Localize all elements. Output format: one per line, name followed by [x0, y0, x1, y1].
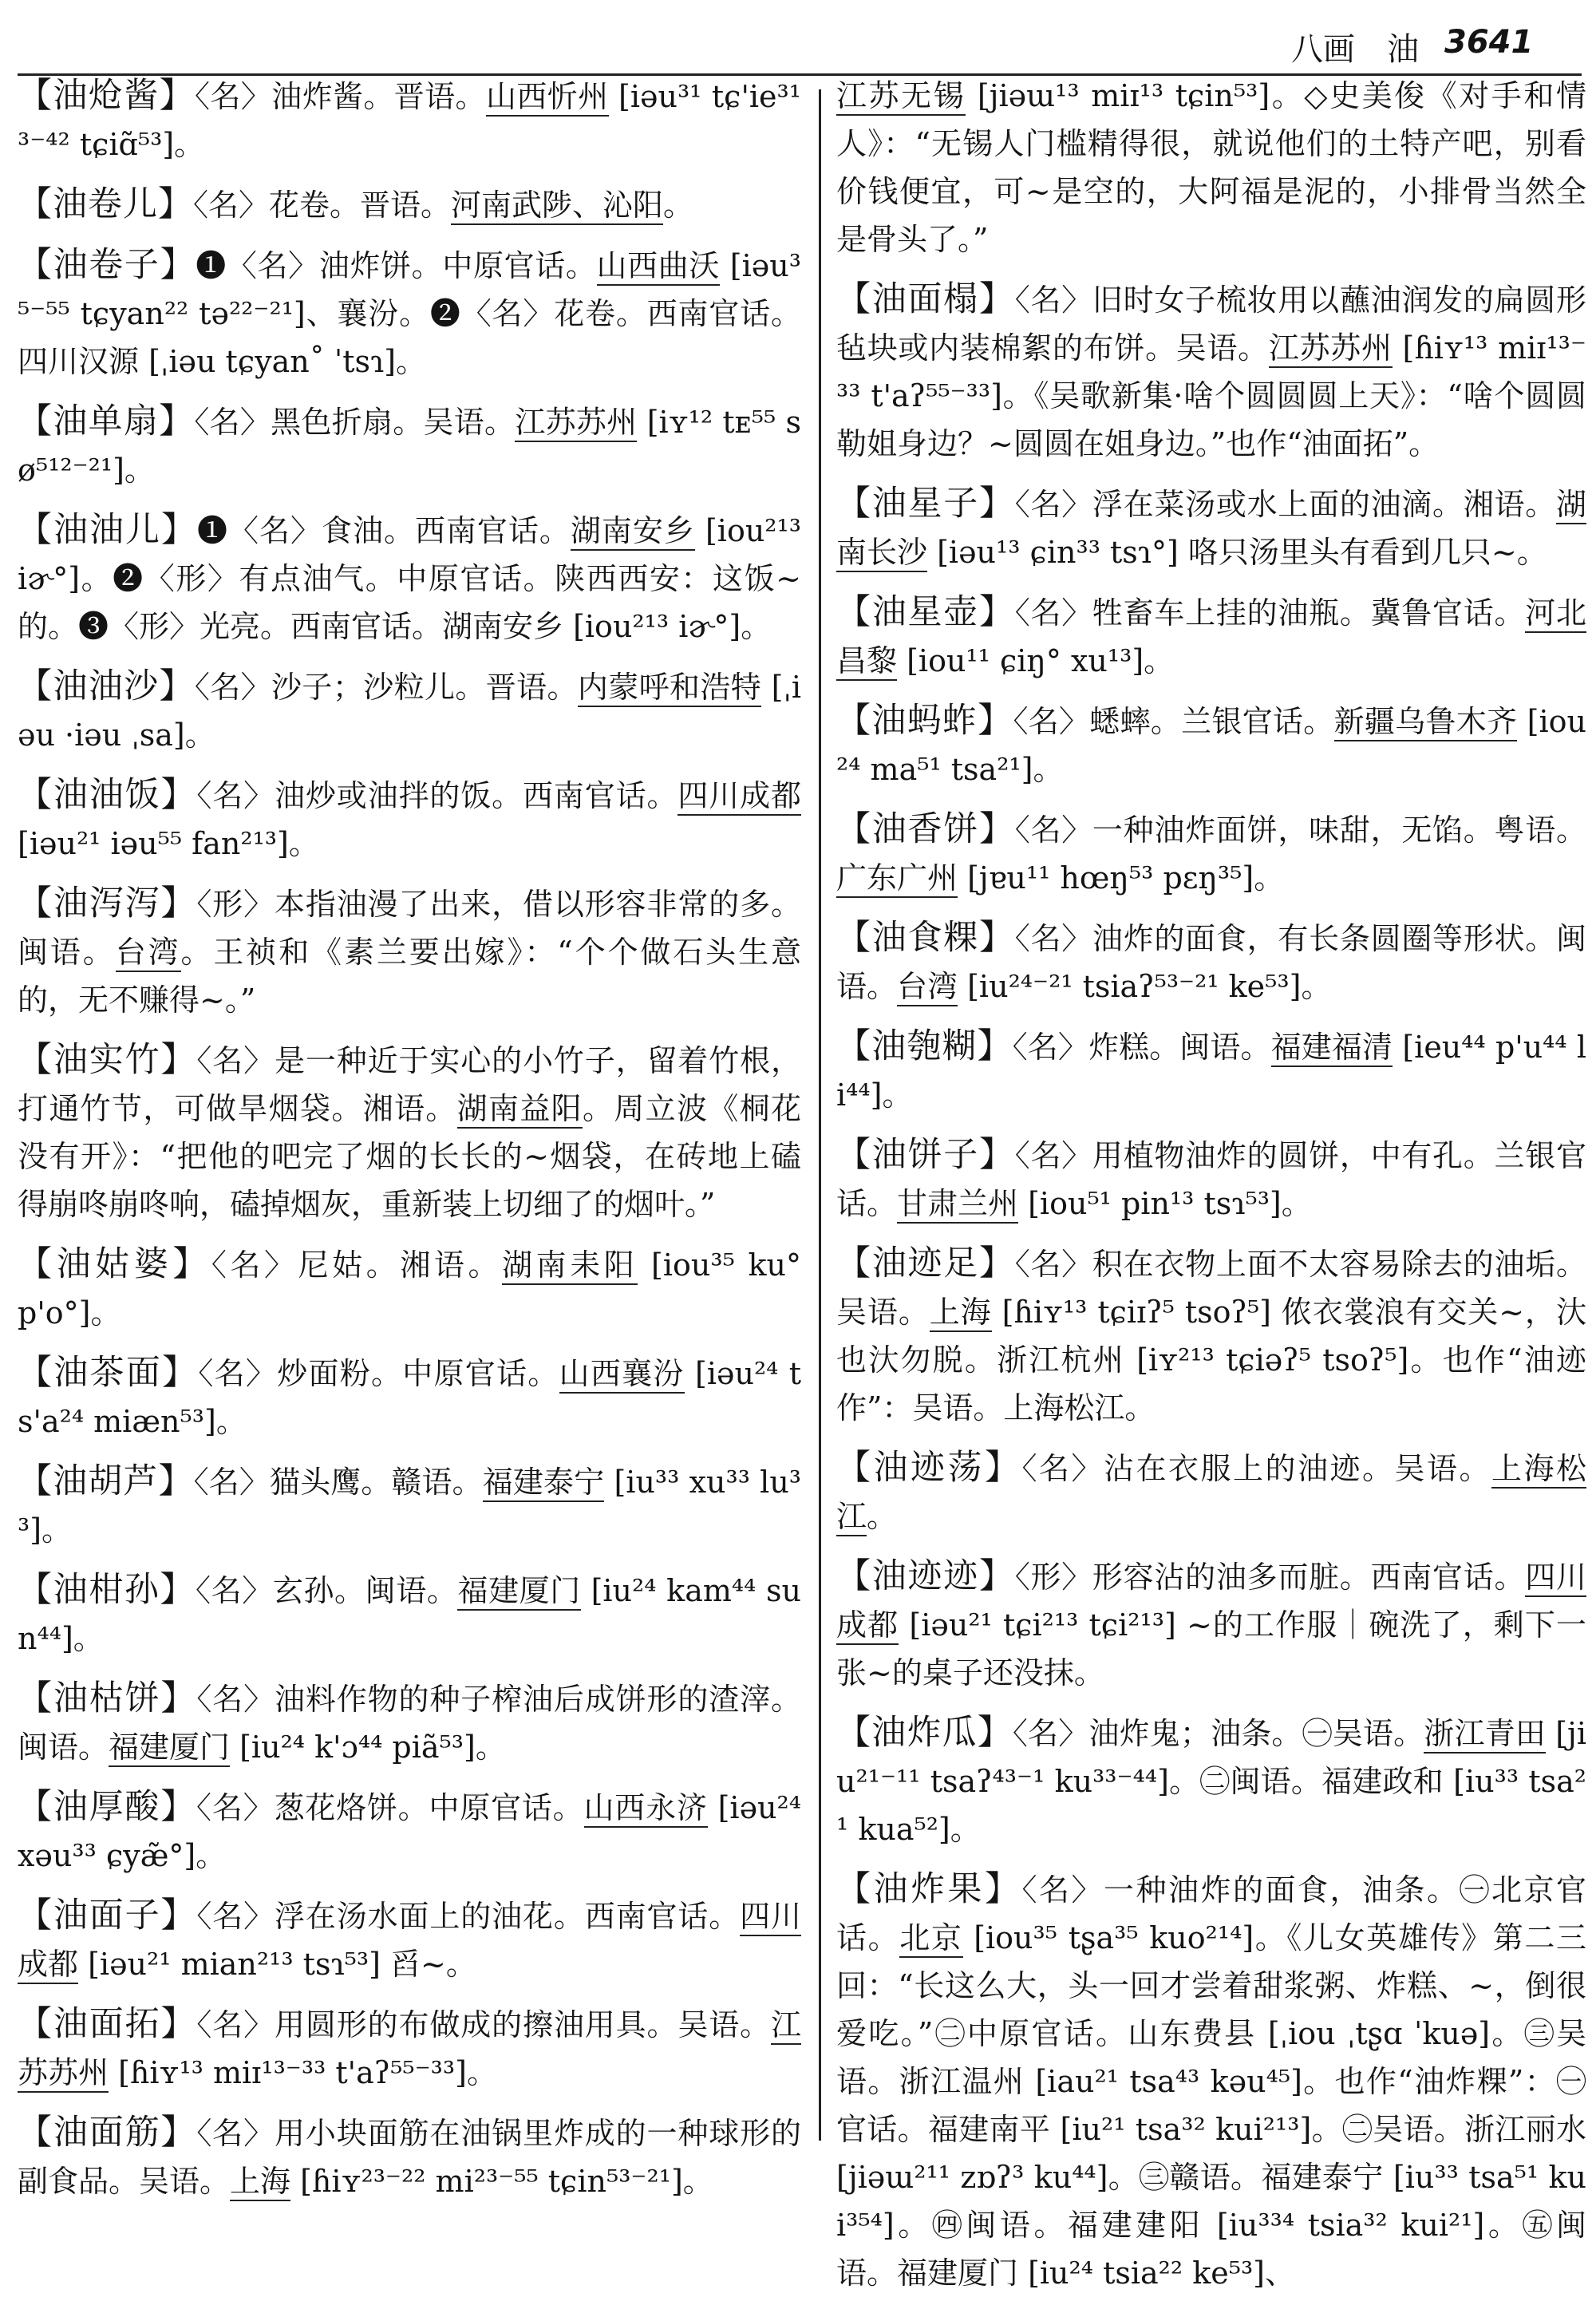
entry-location: 山西永济	[584, 1790, 708, 1828]
headword-text: 油柑孙	[53, 1570, 160, 1610]
headword-text: 油面筋	[53, 2113, 161, 2153]
header-radical: 油	[1387, 31, 1419, 68]
entry-pronunciation: 。	[867, 1499, 898, 1534]
entry-pronunciation: [iəu²¹ mian²¹³ tsɿ⁵³] 舀~。	[78, 1947, 476, 1982]
entry-location: 福建泰宁	[483, 1465, 604, 1502]
entry-location: 福建厦门	[109, 1730, 230, 1767]
entry-location: 湖南安乡	[571, 513, 695, 551]
entry-pronunciation: [iou²⁴ ma⁵¹ tsa²¹]。	[836, 704, 1587, 787]
dictionary-entry	[18, 241, 801, 385]
entry-headword: 【油卷儿】	[18, 184, 193, 224]
dictionary-entry	[836, 1865, 1586, 2297]
header-stroke-count: 八画	[1291, 31, 1355, 68]
headword-text: 油迹迹	[871, 1556, 979, 1596]
dictionary-entry	[18, 662, 801, 759]
headword-text: 油面榻	[871, 279, 979, 319]
entry-headword: 【油面拓】	[18, 2004, 197, 2044]
entry-definition: 〈名〉用小块面筋在油锅里炸成的一种球形的副食品。吴语。	[18, 2116, 801, 2199]
dictionary-entry	[836, 805, 1586, 902]
entry-headword: 【油单扇】	[18, 401, 195, 441]
headword-text: 油炸瓜	[871, 1713, 978, 1753]
entry-definition: 〈名〉炒面粉。中原官话。	[198, 1356, 559, 1391]
entry-location: 浙江青田	[1424, 1716, 1546, 1753]
entry-pronunciation: [iəu²¹ tɕi²¹³ tɕi²¹³] ~的工作服｜碗洗了，剩下一张~的桌子还没抹。	[836, 1607, 1586, 1690]
entry-definition: 〈名〉玄孙。闽语。	[196, 1573, 458, 1608]
entry-location: 广东广州	[836, 860, 958, 898]
entry-headword: 【油油沙】	[18, 666, 195, 706]
entry-headword: 【油饼子】	[836, 1135, 1015, 1175]
dictionary-entry	[18, 1349, 801, 1445]
entry-pronunciation: [ɦiʏ¹³ miɪ¹³⁻³³ t'aʔ⁵⁵⁻³³]。	[109, 2055, 497, 2090]
dictionary-entry	[836, 1444, 1586, 1540]
entry-definition: ❶〈名〉食油。西南官话。	[196, 513, 571, 548]
headword-text: 油迹足	[871, 1243, 979, 1283]
entry-headword: 【油油饭】	[18, 775, 197, 815]
headword-text: 油单扇	[53, 401, 160, 441]
headword-text: 油匏糊	[871, 1026, 978, 1066]
entry-pronunciation: [iou¹¹ ɕiŋ° xu¹³]。	[897, 643, 1175, 678]
dictionary-entry	[18, 1783, 801, 1880]
dictionary-entry	[18, 2109, 801, 2205]
entry-definition: 〈名〉花卷。晋语。	[193, 188, 452, 223]
headword-text: 油炸果	[873, 1869, 985, 1909]
dictionary-entry	[836, 1240, 1586, 1432]
dictionary-entry	[18, 72, 801, 168]
entry-definition: 〈名〉油炸酱。晋语。	[195, 79, 486, 114]
headword-text: 油蚂蚱	[871, 701, 978, 741]
entry-pronunciation: [ˌiəu ·iəu ˌsa]。	[18, 670, 802, 753]
dictionary-entry	[836, 480, 1586, 576]
entry-definition: 〈名〉一种油炸的面食，油条。㊀北京官话。	[836, 1872, 1586, 1955]
entry-location: 北京	[899, 1920, 962, 1958]
dictionary-entry	[18, 1566, 801, 1663]
headword-text: 油卷子	[53, 245, 160, 285]
entry-headword: 【油炸果】	[836, 1869, 1022, 1909]
entry-pronunciation: [iʏ¹² tᴇ⁵⁵ sø⁵¹²⁻²¹]。	[18, 405, 802, 488]
headword-text: 油姑婆	[56, 1244, 173, 1284]
headword-text: 油厚酸	[53, 1787, 161, 1827]
entry-headword: 【油面榻】	[836, 279, 1015, 319]
entry-headword: 【油面筋】	[18, 2113, 197, 2153]
entry-headword: 【油卷子】	[18, 245, 196, 285]
column-divider	[819, 89, 821, 2141]
entry-pronunciation: [iəu²⁴ ts'a²⁴ miæn⁵³]。	[18, 1356, 802, 1439]
entry-pronunciation: [jiəɯ¹³ miɪ¹³ tɕin⁵³]。◇史美俊《对手和情人》：“无锡人门槛精得很，就说他们的土特产吧，别看价钱便宜，可~是空的，大阿福是泥的，小排骨当然全是骨头了。”	[836, 78, 1586, 257]
entry-definition: 〈名〉油炸鬼；油条。㊀吴语。	[1012, 1716, 1424, 1751]
page-number: 3641	[1444, 24, 1534, 61]
entry-definition: 〈形〉本指油漫了出来，借以形容非常的多。闽语。	[18, 887, 801, 970]
entry-pronunciation: [iəu¹³ ɕin³³ tsɿ°] 咯只汤里头有看到几只~。	[927, 535, 1547, 570]
entry-location: 上海	[230, 2164, 290, 2201]
dictionary-entry	[18, 180, 801, 229]
headword-text: 油卷儿	[53, 184, 158, 224]
entry-pronunciation: [iou³⁵ tʂa³⁵ kuo²¹⁴]。《儿女英雄传》第二三回：“长这么大，头一回才尝着甜浆粥、炸糕、~，倒很爱吃。”㊁中原官话。山东费县 [ˌiou ˌtʂɑ ˈkuə]。㊂吴语。浙江温州 [iau²¹ tsa⁴³ kəu⁴⁵]。也作“油炸粿”：㊀官话。福建南平 [iu²¹ tsa³² kui²¹³]。㊁吴语。浙江丽水 [jiəɯ²¹¹ zɒʔ³ ku⁴⁴]。㊂赣语。福建泰宁 [iu³³ tsa⁵¹ kui³⁵⁴]。㊃闽语。福建建阳 [iu³³⁴ tsia³² kui²¹]。㊄闽语。福建厦门 [iu²⁴ tsia²² ke⁵³]、	[836, 1920, 1586, 2291]
entry-headword: 【油匏糊】	[836, 1026, 1013, 1066]
entry-definition: 〈名〉尼姑。湘语。	[211, 1247, 503, 1283]
entry-headword: 【油炝酱】	[18, 76, 195, 116]
entry-location: 河北昌黎	[836, 595, 1586, 681]
entry-pronunciation: [iəu³¹ tɕ'ie³¹³⁻⁴² tɕiɑ̃⁵³]。	[18, 79, 801, 162]
entry-location: 台湾	[116, 935, 181, 972]
entry-headword: 【油柑孙】	[18, 1570, 196, 1610]
dictionary-entry	[18, 506, 801, 650]
entry-pronunciation: [ieu⁴⁴ p'u⁴⁴ li⁴⁴]。	[836, 1030, 1587, 1113]
entry-location: 江苏苏州	[515, 405, 637, 442]
entry-definition: 〈名〉猫头鹰。赣语。	[193, 1465, 483, 1500]
dictionary-entry	[836, 275, 1586, 468]
entry-definition: 〈名〉葱花烙饼。中原官话。	[196, 1790, 584, 1825]
entry-definition: 〈名〉沾在衣服上的油迹。吴语。	[1021, 1451, 1491, 1486]
dictionary-entry	[836, 1022, 1586, 1119]
entry-location: 福建福清	[1271, 1030, 1393, 1067]
dictionary-entry	[18, 1674, 801, 1771]
entry-definition: 〈名〉油炸的面食，有长条圆圈等形状。闽语。	[836, 921, 1587, 1004]
headword-text: 油食粿	[871, 918, 979, 958]
headword-text: 油星子	[871, 484, 979, 524]
entry-location: 江苏苏州	[1269, 330, 1393, 368]
dictionary-entry	[18, 1892, 801, 1988]
entry-definition: 〈名〉浮在汤水面上的油花。西南官话。	[196, 1899, 741, 1934]
entry-headword: 【油泻泻】	[18, 884, 197, 923]
entry-pronunciation: [jiu²¹⁻¹¹ tsaʔ⁴³⁻¹ ku³³⁻⁴⁴]。㊁闽语。福建政和 [iu³³ tsa²¹ kua⁵²]。	[836, 1716, 1586, 1847]
entry-location: 湖南长沙	[836, 487, 1586, 572]
entry-location: 内蒙呼和浩特	[578, 670, 761, 707]
headword-text: 油饼子	[871, 1135, 979, 1175]
entry-definition: 〈名〉是一种近于实心的小竹子，留着竹根，打通竹节，可做旱烟袋。湘语。	[18, 1043, 801, 1126]
entry-definition: 〈名〉用圆形的布做成的擦油用具。吴语。	[196, 2007, 771, 2042]
headword-text: 油茶面	[53, 1353, 163, 1393]
entry-headword: 【油迹迹】	[836, 1556, 1015, 1596]
headword-text: 油香饼	[871, 809, 979, 849]
entry-pronunciation: [iu³³ xu³³ lu³³]。	[18, 1465, 802, 1548]
headword-text: 油面子	[53, 1896, 161, 1935]
dictionary-entry	[836, 1131, 1586, 1228]
entry-location: 上海松江	[836, 1451, 1586, 1536]
entry-location: 上海	[930, 1295, 992, 1332]
entry-location: 山西忻州	[486, 79, 609, 117]
headword-text: 油面拓	[53, 2004, 161, 2044]
entry-pronunciation: 。	[663, 188, 694, 223]
dictionary-entry	[836, 1552, 1586, 1697]
page-header	[0, 18, 1596, 73]
entry-definition: 〈名〉沙子；沙粒儿。晋语。	[194, 670, 578, 705]
entry-location: 江苏苏州	[18, 2007, 801, 2093]
entry-pronunciation: [iəu³⁵⁻⁵⁵ tɕyan²² tə²²⁻²¹]、襄汾。❷〈名〉花卷。西南官话。四川汉源 [ˌiəu tɕyan˚ ˈtsɿ]。	[18, 248, 801, 379]
entry-headword: 【油胡芦】	[18, 1461, 194, 1501]
entry-headword: 【油炸瓜】	[836, 1713, 1013, 1753]
headword-text: 油油沙	[53, 666, 160, 706]
entry-headword: 【油食粿】	[836, 918, 1015, 958]
entry-location: 甘肃兰州	[897, 1186, 1018, 1224]
entry-headword: 【油茶面】	[18, 1353, 199, 1393]
entry-definition: 〈名〉蟋蟀。兰银官话。	[1013, 704, 1334, 739]
entry-pronunciation: [ɦiʏ¹³ miɪ¹³⁻³³ t'aʔ⁵⁵⁻³³]。《吴歌新集·啥个圆圆圆上天》：“啥个圆圆勒姐身边？~圆圆在姐身边。”也作“油面拓”。	[836, 330, 1586, 461]
dictionary-entry	[836, 697, 1586, 793]
headword-text: 油枯饼	[53, 1678, 161, 1718]
entry-headword: 【油实竹】	[18, 1040, 197, 1080]
entry-pronunciation: [ɦiʏ²³⁻²² mi²³⁻⁵⁵ tɕin⁵³⁻²¹]。	[290, 2164, 713, 2199]
entry-location: 山西襄汾	[559, 1356, 685, 1394]
entry-headword: 【油迹足】	[836, 1243, 1015, 1283]
headword-text: 油泻泻	[53, 884, 161, 923]
left-column	[18, 72, 801, 2217]
dictionary-entry	[18, 2000, 801, 2097]
dictionary-entry	[18, 880, 801, 1024]
entry-headword: 【油油儿】	[18, 510, 197, 550]
dictionary-entry	[18, 397, 801, 494]
headword-text: 油星壶	[871, 592, 979, 632]
entry-headword: 【油迹荡】	[836, 1448, 1022, 1488]
entry-definition: 〈名〉用植物油炸的圆饼，中有孔。兰银官话。	[836, 1138, 1587, 1221]
headword-text: 油油儿	[53, 510, 161, 550]
entry-location: 江苏无锡	[836, 78, 966, 116]
entry-definition: 〈名〉一种油炸面饼，味甜，无馅。粤语。	[1014, 812, 1587, 848]
entry-pronunciation: [iəu²¹ iəu⁵⁵ fan²¹³]。	[18, 826, 319, 861]
entry-pronunciation: [iou⁵¹ pin¹³ tsɿ⁵³]。	[1018, 1186, 1312, 1221]
entry-pronunciation: [iu²⁴ kam⁴⁴ sun⁴⁴]。	[18, 1573, 802, 1656]
entry-headword: 【油面子】	[18, 1896, 197, 1935]
dictionary-entry	[18, 1240, 801, 1337]
entry-definition: ❶〈名〉油炸饼。中原官话。	[196, 248, 597, 283]
entry-pronunciation: [iu²⁴ k'ɔ⁴⁴ piã⁵³]。	[230, 1730, 506, 1765]
entry-location: 四川成都	[678, 778, 801, 816]
headword-text: 油油饭	[53, 775, 161, 815]
entry-definition: 〈名〉牲畜车上挂的油瓶。冀鲁官话。	[1014, 595, 1526, 631]
entry-definition: 〈名〉油炒或油拌的饭。西南官话。	[196, 778, 678, 813]
entry-headword: 【油姑婆】	[18, 1244, 211, 1284]
entry-location: 河南武陟、沁阳	[451, 188, 663, 225]
dictionary-entry	[836, 588, 1586, 685]
entry-headword: 【油星壶】	[836, 592, 1015, 632]
entry-pronunciation: [ɦiʏ¹³ tɕiɪʔ⁵ tsoʔ⁵] 侬衣裳浪有交关~，汏也汏勿脱。浙江杭州 [iʏ²¹³ tɕiəʔ⁵ tsoʔ⁵]。也作“油迹作”：吴语。上海松江。	[836, 1295, 1586, 1425]
headword-text: 油迹荡	[873, 1448, 985, 1488]
entry-definition: 〈名〉旧时女子梳妆用以蘸油润发的扁圆形毡块或内装棉絮的布饼。吴语。	[836, 283, 1587, 366]
entry-location: 湖南益阳	[457, 1091, 583, 1129]
headword-text: 油炝酱	[53, 76, 160, 116]
entry-headword: 【油星子】	[836, 484, 1015, 524]
entry-definition: 〈形〉形容沾的油多而脏。西南官话。	[1014, 1560, 1526, 1595]
entry-pronunciation: [iou²¹³ iɚ°]。❷〈形〉有点油气。中原官话。陕西西安：这饭~的。❸〈形〉光亮。西南官话。湖南安乡 [iou²¹³ iɚ°]。	[18, 513, 802, 644]
entry-headword: 【油枯饼】	[18, 1678, 197, 1718]
headword-text: 油胡芦	[53, 1461, 159, 1501]
dictionary-entry	[18, 1457, 801, 1554]
dictionary-entry	[836, 1709, 1586, 1853]
entry-location: 新疆乌鲁木齐	[1334, 704, 1518, 741]
dictionary-entry	[18, 1036, 801, 1228]
entry-definition: 〈名〉黑色折扇。吴语。	[194, 405, 516, 440]
entry-definition: 〈名〉积在衣物上面不太容易除去的油垢。吴语。	[836, 1247, 1587, 1330]
entry-headword: 【油蚂蚱】	[836, 701, 1013, 741]
entry-location: 山西曲沃	[597, 248, 721, 286]
entry-pronunciation: 。王祯和《素兰要出嫁》：“个个做石头生意的，无不赚得~。”	[18, 935, 801, 1018]
entry-headword: 【油香饼】	[836, 809, 1015, 849]
dictionary-entry	[836, 72, 1586, 263]
entry-definition: 〈名〉浮在菜汤或水上面的油滴。湘语。	[1014, 487, 1557, 522]
entry-definition: 〈名〉炸糕。闽语。	[1012, 1030, 1271, 1065]
entry-location: 四川成都	[18, 1899, 801, 1984]
right-column	[836, 72, 1586, 2309]
entry-location: 湖南耒阳	[502, 1247, 638, 1285]
entry-pronunciation: 。周立波《桐花没有开》：“把他的吧完了烟的长长的~烟袋，在砖地上磕得崩咚崩咚响，磕掉烟灰，重新装上切细了的烟叶。”	[18, 1091, 801, 1222]
entry-pronunciation: [iu²⁴⁻²¹ tsiaʔ⁵³⁻²¹ ke⁵³]。	[958, 969, 1332, 1004]
entry-location: 四川成都	[836, 1560, 1586, 1645]
entry-location: 福建厦门	[457, 1573, 580, 1611]
entry-headword: 【油厚酸】	[18, 1787, 197, 1827]
dictionary-entry	[18, 771, 801, 868]
entry-location: 台湾	[897, 969, 958, 1006]
entry-pronunciation: [iəu²⁴ xəu³³ ɕyæ̃°]。	[18, 1790, 802, 1873]
entry-pronunciation: [iou³⁵ ku° p'o°]。	[18, 1247, 801, 1330]
dictionary-entry	[836, 914, 1586, 1010]
entry-definition: 〈名〉油料作物的种子榨油后成饼形的渣滓。闽语。	[18, 1682, 801, 1765]
headword-text: 油实竹	[53, 1040, 161, 1080]
entry-pronunciation: [jɐu¹¹ hœŋ⁵³ pɛŋ³⁵]。	[958, 860, 1285, 896]
